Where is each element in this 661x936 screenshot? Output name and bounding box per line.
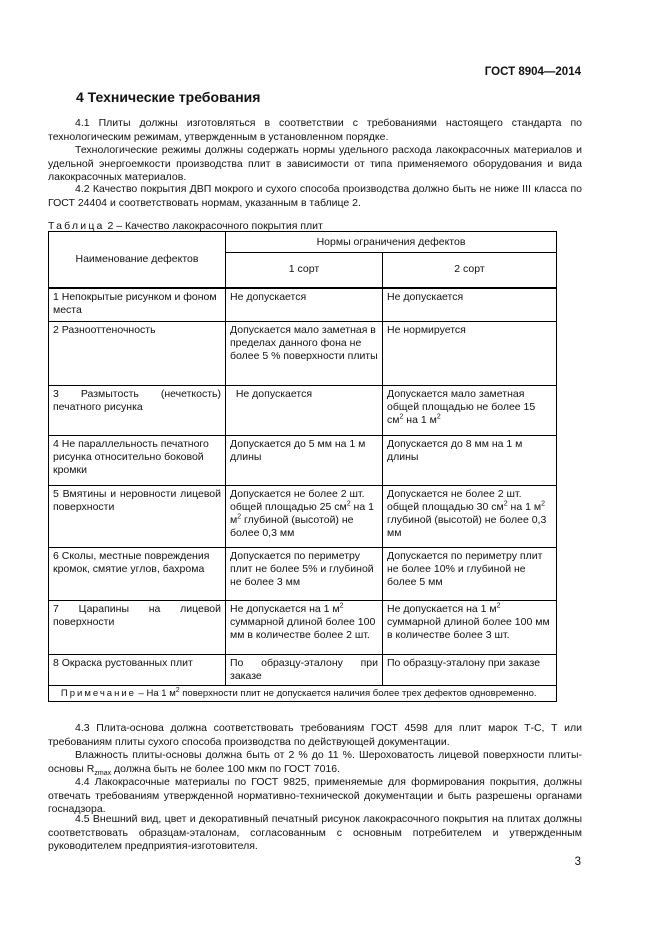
defect-name: 1 Непокрытые рисунком и фоном места (49, 288, 226, 322)
col-header-norms: Нормы ограничения дефектов (226, 232, 557, 253)
defect-name: 3 Размытость (нечеткость) печатного рисунка (49, 386, 226, 436)
table-row (49, 655, 557, 686)
paragraph-4-4: 4.4 Лакокрасочные материалы по ГОСТ 9825, применяемые для формирования покрытия, должны отвечать требованиям утвержденной нормативно-технической документации и быть разрешены органами госнадзора. (48, 776, 582, 815)
grade-2-norm: Допускается мало заметная общей площадью не более 15 $см^2$ на 1 $м^2$ (383, 386, 557, 436)
grade-1-norm: Допускается не более 2 шт. общей площадью 25 $см^2$ на 1 $м^2$ глубиной (высотой) не более 0,3 мм (226, 486, 383, 548)
paragraph-tech-modes: Технологические режимы должны содержать нормы удельного расхода лакокрасочных материалов и удельной энергоемкости производства плит в зависимости от типа применяемого оборудования и вида лакокрасочных материалов. (48, 144, 582, 183)
table-row (49, 436, 557, 486)
defects-table (48, 231, 557, 702)
section-title: 4 Технические требования (76, 89, 261, 105)
defect-name: 5 Вмятины и неровности лицевой поверхности (49, 486, 226, 548)
table-row (49, 486, 557, 548)
grade-2-norm: Не допускается на 1 $м^2$ суммарной длиной более 100 мм в количестве более 3 шт. (383, 601, 557, 655)
col-header-grade-1: 1 сорт (226, 253, 383, 288)
table-row (49, 548, 557, 601)
grade-1-norm: По образцу-эталону при заказе (226, 655, 383, 686)
table-note-row (49, 686, 557, 702)
defect-name: 6 Сколы, местные повреждения кромок, смятие углов, бахрома (49, 548, 226, 601)
grade-1-norm: Не допускается на 1 $м^2$ суммарной длиной более 100 мм в количестве более 2 шт. (226, 601, 383, 655)
defect-name: 8 Окраска рустованных плит (49, 655, 226, 686)
grade-2-norm: Не нормируется (383, 322, 557, 386)
paragraph-4-5: 4.5 Внешний вид, цвет и декоративный печатный рисунок лакокрасочного покрытия на плитах должны соответствовать образцам-эталонам, согласованным с основным потребителем и утвержденным руководителем предприятия-изготовителя. (48, 813, 582, 852)
table-note: Примечание – На 1 $м^2$ поверхности плит не допускается наличия более трех дефектов одновременно. (49, 686, 557, 702)
grade-1-norm: Не допускается (226, 386, 383, 436)
grade-1-norm: Не допускается (226, 288, 383, 322)
grade-1-norm: Допускается до 5 мм на 1 м длины (226, 436, 383, 486)
paragraph-4-1: 4.1 Плиты должны изготовляться в соответствии с требованиями настоящего стандарта по технологическим режимам, утвержденным в установленном порядке. (48, 117, 582, 143)
grade-2-norm: По образцу-эталону при заказе (383, 655, 557, 686)
table-row (49, 322, 557, 386)
table-row (49, 601, 557, 655)
table-caption: Таблица 2 – Качество лакокрасочного покрытия плит (48, 220, 323, 232)
page-number: 3 (574, 856, 581, 868)
grade-1-norm: Допускается мало заметная в пределах данного фона не более 5 % поверхности плиты (226, 322, 383, 386)
paragraph-4-2: 4.2 Качество покрытия ДВП мокрого и сухого способа производства должно быть не ниже III класса по ГОСТ 24404 и соответствовать нормам, указанным в таблице 2. (48, 183, 582, 209)
grade-1-norm: Допускается по периметру плит не более 5% и глубиной не более 3 мм (226, 548, 383, 601)
paragraph-moisture: Влажность плиты-основы должна быть от 2 % до 11 %. Шероховатость лицевой поверхности плиты-основы $R_{zmax}$ должна быть не более 100 мкм по ГОСТ 7016. (48, 749, 582, 777)
table-row (49, 386, 557, 436)
defect-name: 7 Царапины на лицевой поверхности (49, 601, 226, 655)
col-header-defect: Наименование дефектов (49, 232, 226, 288)
paragraph-4-3: 4.3 Плита-основа должна соответствовать требованиям ГОСТ 4598 для плит марок Т-С, Т или требованиям плиты сухого способа производства по действующей документации. (48, 722, 582, 748)
grade-2-norm: Не допускается (383, 288, 557, 322)
col-header-grade-2: 2 сорт (383, 253, 557, 288)
grade-2-norm: Допускается до 8 мм на 1 м длины (383, 436, 557, 486)
defect-name: 2 Разнооттеночность (49, 322, 226, 386)
defect-name: 4 Не параллельность печатного рисунка относительно боковой кромки (49, 436, 226, 486)
grade-2-norm: Допускается не более 2 шт. общей площадью 30 $см^2$ на 1 $м^2$ глубиной (высотой) не более 0,3 мм (383, 486, 557, 548)
document-id: ГОСТ 8904—2014 (484, 66, 581, 78)
grade-2-norm: Допускается по периметру плит не более 10% и глубиной не более 5 мм (383, 548, 557, 601)
table-row (49, 288, 557, 322)
